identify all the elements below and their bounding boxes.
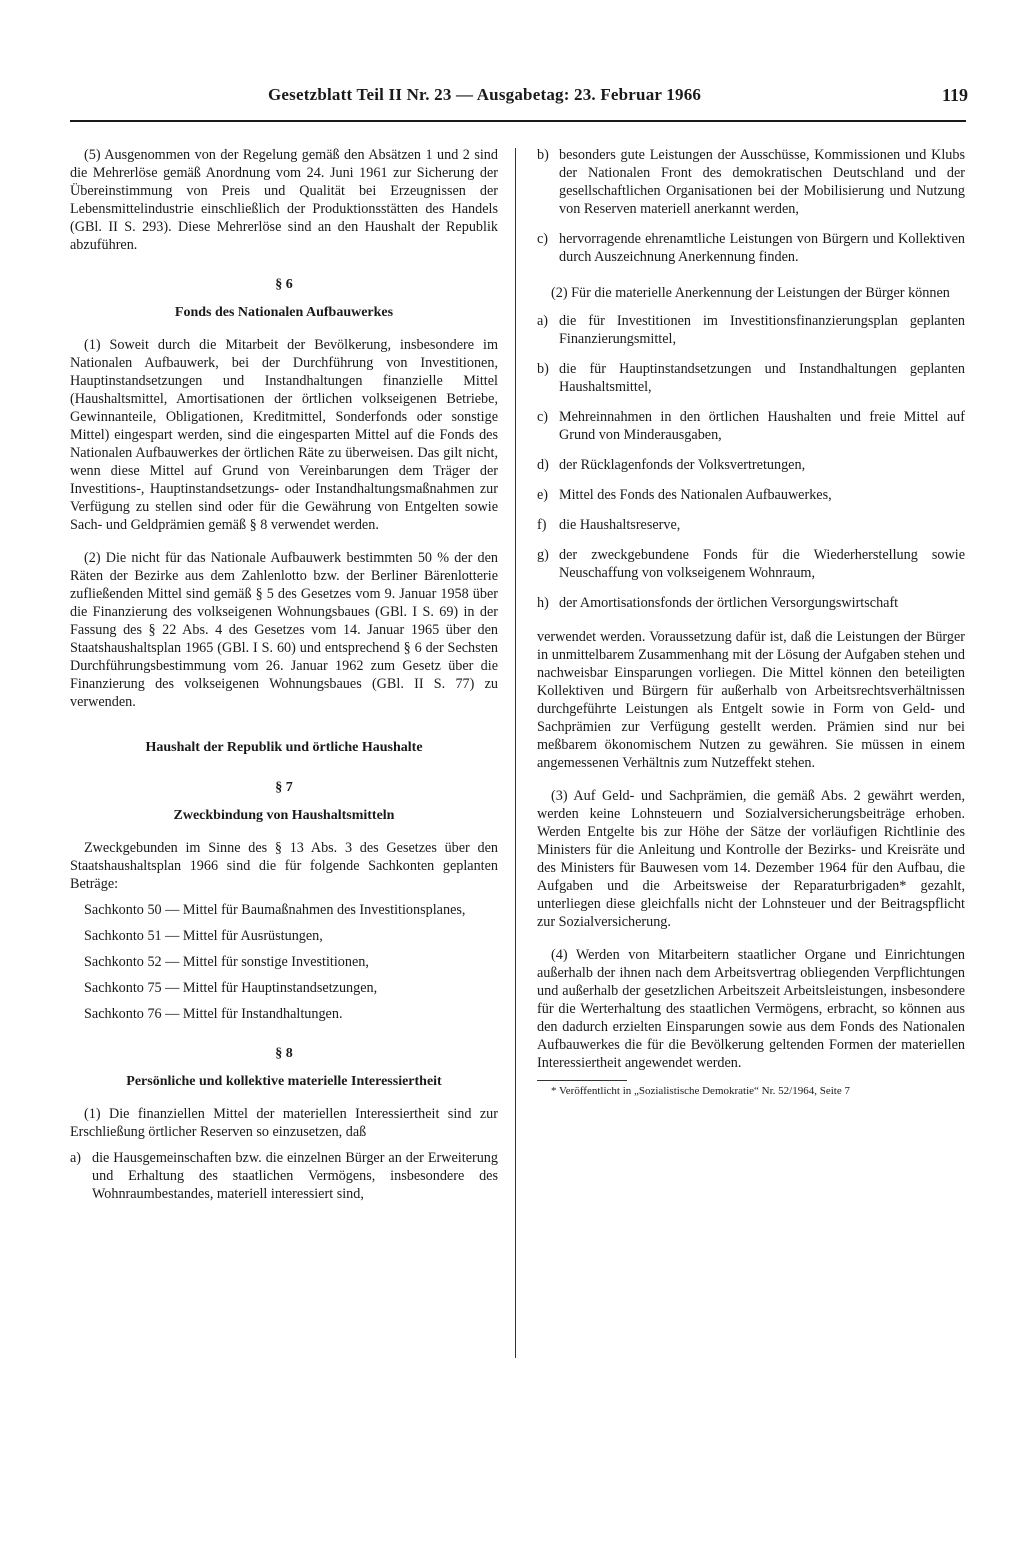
list-item-label: h) bbox=[537, 595, 549, 611]
account-item bbox=[84, 979, 498, 997]
list-item bbox=[537, 516, 965, 534]
funding-list bbox=[537, 312, 965, 612]
account-desc: Mittel für sonstige Investitionen, bbox=[182, 954, 369, 970]
list-item-label: f) bbox=[537, 517, 547, 533]
list-item-text: besonders gute Leistungen der Ausschüsse, Kommissionen und Klubs der Nationalen Front des demokratischen Deutschland und der gesellschaftlichen Organisationen bei der Mobilisierung und Nutzung von Reserven materiell anerkannt werden, bbox=[559, 147, 965, 217]
paragraph-4: (4) Werden von Mitarbeitern staatlicher Organe und Einrichtungen außerhalb der ihnen nach dem Arbeitsvertrag obliegenden Verpflichtungen und außerhalb der gesetzlichen Arbeitszeit Arbeitsleistungen, insbesondere für die Werterhaltung des staatlichen Vermögens, erbracht, so können aus den dadurch erzielten Einsparungen sowie aus dem Fonds des Nationalen Aufbauwerkes die für die Bevölkerung geltenden Formen der materiellen Interessiertheit angewendet werden. bbox=[537, 947, 965, 1071]
account-label: Sachkonto 50 — bbox=[84, 902, 180, 918]
section-7-title: Zweckbindung von Haushaltsmitteln bbox=[173, 808, 395, 823]
page-title: Gesetzblatt Teil II Nr. 23 — Ausgabetag: 23. Februar 1966 bbox=[268, 85, 702, 104]
list-item-label: a) bbox=[70, 1150, 82, 1166]
list-item-text: hervorragende ehrenamtliche Leistungen von Bürgern und Kollektiven durch Auszeichnung Anerkennung finden. bbox=[559, 231, 965, 265]
list-item-text: die für Hauptinstandsetzungen und Instandhaltungen geplanten Haushaltsmittel, bbox=[559, 361, 965, 395]
list-item-text: der Rücklagenfonds der Volksvertretungen, bbox=[559, 457, 806, 473]
account-item bbox=[84, 901, 498, 919]
paragraph-3: (3) Auf Geld- und Sachprämien, die gemäß Abs. 2 gewährt werden, werden keine Lohnsteuern und Sozialversicherungsbeiträge erhoben. Werden Entgelte bis zur Höhe der Sätze der vorläufigen Richtlinie des Ministers für die Anleitung und Kontrolle der Bezirks- und Kreisräte und des Ministers für Bauwesen vom 14. Dezember 1964 für den Aufbau, die Aufgaben und die Arbeitsweise der Reparaturbrigaden* gezahlt, unterliegen diese gleichfalls nicht der Lohnsteuer und der Beitragspflicht zur Sozialversicherung. bbox=[537, 788, 965, 930]
list-item bbox=[537, 486, 965, 504]
section-6-title: Fonds des Nationalen Aufbauwerkes bbox=[174, 305, 394, 320]
list-item bbox=[537, 546, 965, 582]
header-rule bbox=[70, 120, 966, 122]
heading-haushalt: Haushalt der Republik und örtliche Haushalte bbox=[145, 740, 423, 755]
list-item-label: d) bbox=[537, 457, 549, 473]
section-7-intro: Zweckgebunden im Sinne des § 13 Abs. 3 des Gesetzes über den Staatshaushaltsplan 1966 sind die für folgende Sachkonten geplanten Beträge: bbox=[70, 840, 498, 892]
account-desc: Mittel für Baumaßnahmen des Investitionsplanes, bbox=[182, 902, 466, 918]
list-item-text: Mehreinnahmen in den örtlichen Haushalten und freie Mittel auf Grund von Minderausgaben, bbox=[559, 409, 965, 443]
section-6-number: § 6 bbox=[275, 277, 293, 292]
account-label: Sachkonto 51 — bbox=[84, 928, 180, 944]
account-label: Sachkonto 52 — bbox=[84, 954, 180, 970]
page-header bbox=[268, 85, 968, 113]
list-item-text: die Hausgemeinschaften bzw. die einzelnen Bürger an der Erweiterung und Erhaltung des staatlichen Vermögens, insbesondere des Wohnraumbestandes, materiell interessiert sind, bbox=[92, 1150, 498, 1202]
account-list bbox=[70, 901, 498, 1023]
account-label: Sachkonto 76 — bbox=[84, 1006, 180, 1022]
account-item bbox=[84, 927, 498, 945]
list-item-label: b) bbox=[537, 147, 549, 163]
list-item bbox=[537, 312, 965, 348]
list-item bbox=[537, 230, 965, 266]
list-item bbox=[537, 146, 965, 218]
paragraph-2-continuation: verwendet werden. Voraussetzung dafür ist, daß die Leistungen der Bürger in unmittelbarem Zusammenhang mit der Lösung der Aufgaben stehen und nachweisbar Einsparungen vorliegen. Die Mittel können den beteiligten Kollektiven und Bürgern für außerhalb von Arbeitsrechtsverhältnissen durchgeführte Leistungen als Entgelt sowie in Form von Geld- und Sachprämien zur Verfügung gestellt werden. Prämien sind nur bei meßbarem ökonomischem Nutzen zu gewähren. Sie müssen in einem angemessenen Verhältnis zum Nutzeffekt stehen. bbox=[537, 629, 965, 771]
list-item-label: e) bbox=[537, 487, 549, 503]
account-desc: Mittel für Ausrüstungen, bbox=[182, 928, 323, 944]
section-6-paragraph-1: (1) Soweit durch die Mitarbeit der Bevölkerung, insbesondere im Nationalen Aufbauwerk, bei der Durchführung von Investitionen, Hauptinstandsetzungen und Instandhaltungen finanzielle Mittel (Haushaltsmittel, Amortisationen der örtlichen volkseigenen Betriebe, Gewinnanteile, Obligationen, Kreditmittel, Sonderfonds oder sonstige Mittel) eingespart werden, sind die eingesparten Mittel auf die Fonds des Nationalen Aufbauwerkes der örtlichen Räte zu überweisen. Das gilt nicht, wenn diese Mittel auf Grund von Vereinbarungen dem Träger der Investitions-, Hauptinstandsetzungs- oder Instandhaltungsmaßnahmen zur Verfügung zu stellen sind oder für die Gewährung von Entgelten sowie Sach- und Geldprämien gemäß § 8 verwendet werden. bbox=[70, 337, 498, 533]
section-6-paragraph-2: (2) Die nicht für das Nationale Aufbauwerk bestimmten 50 % der den Räten der Bezirke aus dem Zahlenlotto bzw. der Berliner Bärenlotterie zufließenden Mittel sind gemäß § 5 des Gesetzes vom 9. Januar 1958 über die Finanzierung des volkseigenen Wohnungsbaues (GBl. I S. 69) in der Fassung des § 22 Abs. 4 des Gesetzes vom 14. Januar 1965 über den Staatshaushaltsplan 1965 (GBl. I S. 60) und entsprechend § 6 der Sechsten Durchführungsbestimmung vom 26. Januar 1962 zum Gesetz über die Finanzierung des volkseigenen Wohnungsbaues (GBl. II S. 77) zu verwenden. bbox=[70, 550, 498, 710]
list-item bbox=[537, 456, 965, 474]
section-8-title: Persönliche und kollektive materielle Interessiertheit bbox=[126, 1074, 442, 1089]
right-column bbox=[537, 146, 965, 1098]
account-item bbox=[84, 953, 498, 971]
list-item-text: der zweckgebundene Fonds für die Wiederherstellung sowie Neuschaffung von volkseigenem Wohnraum, bbox=[559, 547, 965, 581]
list-item-label: a) bbox=[537, 313, 549, 329]
account-desc: Mittel für Instandhaltungen. bbox=[182, 1006, 343, 1022]
account-item bbox=[84, 1005, 498, 1023]
paragraph-5: (5) Ausgenommen von der Regelung gemäß den Absätzen 1 und 2 sind die Mehrerlöse gemäß Anordnung vom 24. Juni 1961 zur Sicherung der Übereinstimmung von Preis und Qualität bei Erzeugnissen der Lebensmittelindustrie einschließlich der Produktionsstätten des Handels (GBl. II S. 293). Diese Mehrerlöse sind an den Haushalt der Republik abzuführen. bbox=[70, 147, 498, 253]
list-item-label: b) bbox=[537, 361, 549, 377]
list-item-label: c) bbox=[537, 409, 549, 425]
list-item bbox=[537, 594, 965, 612]
section-7-number: § 7 bbox=[275, 780, 293, 795]
list-item-label: g) bbox=[537, 547, 549, 563]
list-item-text: die für Investitionen im Investitionsfinanzierungsplan geplanten Finanzierungsmittel, bbox=[559, 313, 965, 347]
list-item bbox=[537, 408, 965, 444]
list-item bbox=[70, 1149, 498, 1203]
list-item-text: der Amortisationsfonds der örtlichen Versorgungswirtschaft bbox=[559, 595, 899, 611]
account-desc: Mittel für Hauptinstandsetzungen, bbox=[182, 980, 378, 996]
page-number: 119 bbox=[941, 85, 968, 105]
list-item-text: Mittel des Fonds des Nationalen Aufbauwerkes, bbox=[559, 487, 832, 503]
section-8-number: § 8 bbox=[275, 1046, 293, 1061]
left-column bbox=[70, 146, 498, 1215]
footnote: * Veröffentlicht in „Sozialistische Demokratie“ Nr. 52/1964, Seite 7 bbox=[551, 1085, 850, 1097]
list-item bbox=[537, 360, 965, 396]
paragraph-2: (2) Für die materielle Anerkennung der Leistungen der Bürger können bbox=[551, 285, 950, 301]
account-label: Sachkonto 75 — bbox=[84, 980, 180, 996]
column-divider bbox=[515, 148, 516, 1358]
list-item-text: die Haushaltsreserve, bbox=[559, 517, 681, 533]
section-8-paragraph-1: (1) Die finanziellen Mittel der materiellen Interessiertheit sind zur Erschließung örtlicher Reserven so einzusetzen, daß bbox=[70, 1106, 498, 1140]
list-item-label: c) bbox=[537, 231, 549, 247]
footnote-rule bbox=[537, 1080, 627, 1081]
